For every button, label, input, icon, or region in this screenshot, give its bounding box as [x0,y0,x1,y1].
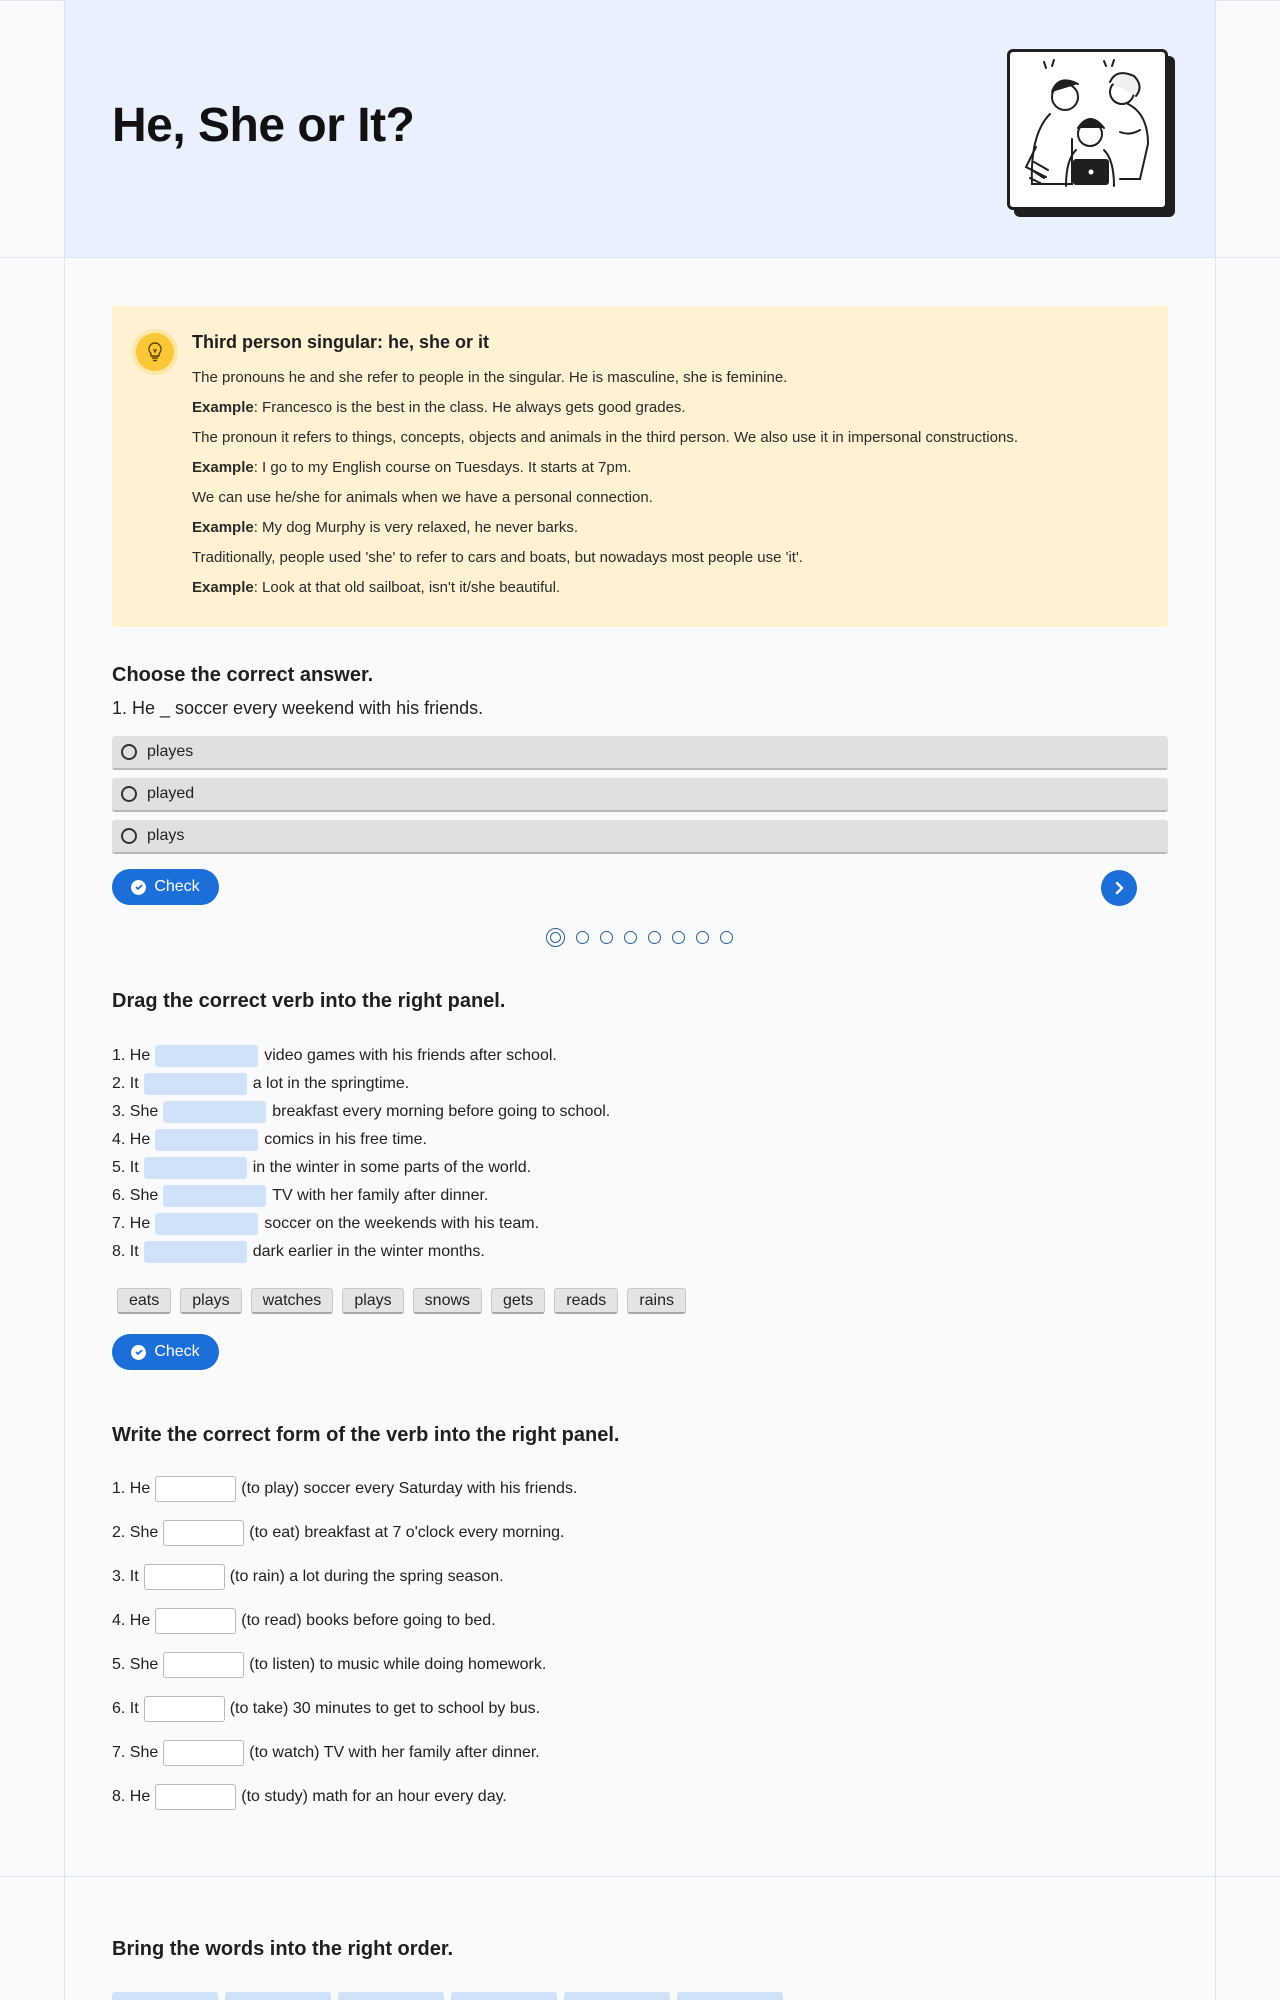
option-label: plays [147,827,185,844]
example-text: : I go to my English course on Tuesdays. It starts at 7pm. [253,459,632,476]
verb-chip[interactable]: gets [491,1288,545,1314]
check-circle-icon [131,1345,146,1360]
drag-sentence [112,1156,531,1180]
drag-check-button[interactable] [112,1334,219,1370]
info-line: Traditionally, people used 'she' to refer to cars and boats, but nowadays most people use 'it'. [192,549,803,566]
write-sentence [112,1651,546,1679]
info-example [192,393,1142,423]
pagination-dot-4[interactable] [624,931,637,944]
sentence-start: 6. She [112,1187,159,1204]
sentence-start: 5. It [112,1159,139,1176]
verb-input[interactable] [155,1476,236,1502]
sentence-start: 5. She [112,1656,159,1673]
sentence-end: soccer on the weekends with his team. [264,1215,540,1232]
sentence-start: 6. It [112,1700,139,1717]
verb-input[interactable] [163,1520,244,1546]
verb-input[interactable] [144,1564,225,1590]
word-chip[interactable] [564,1992,670,2000]
write-sentence [112,1563,504,1591]
header-divider [0,257,1280,258]
info-line: The pronouns he and she refer to people in the singular. He is masculine, she is feminine. [192,369,788,386]
sentence-end: (to watch) TV with her family after dinner. [249,1744,540,1761]
verb-chip[interactable]: plays [180,1288,241,1314]
example-label: Example [192,399,254,416]
drag-sentence [112,1072,409,1096]
info-line: The pronoun it refers to things, concepts, objects and animals in the third person. We also use it in impersonal constructions. [192,429,1018,446]
verb-input[interactable] [163,1652,244,1678]
sentence-end: (to take) 30 minutes to get to school by bus. [229,1700,541,1717]
radio-button[interactable] [121,786,137,802]
answer-option[interactable] [112,820,1168,854]
drop-slot[interactable] [144,1073,247,1095]
info-content [192,332,1142,603]
answer-option[interactable] [112,778,1168,812]
verb-chip[interactable]: rains [627,1288,686,1314]
info-example [192,513,1142,543]
answer-option[interactable] [112,736,1168,770]
pagination-dot-1[interactable] [546,928,565,947]
sentence-start: 8. He [112,1788,151,1805]
info-example [192,573,1142,603]
write-sentence [112,1695,540,1723]
drag-sentence [112,1128,427,1152]
sentence-end: (to play) soccer every Saturday with his friends. [241,1480,578,1497]
quiz-check-button[interactable] [112,869,219,905]
frame-left-line [64,0,65,2000]
verb-chip[interactable]: watches [251,1288,334,1314]
sentence-end: in the winter in some parts of the world. [252,1159,532,1176]
example-label: Example [192,519,254,536]
sentence-start: 2. It [112,1075,139,1092]
sentence-end: breakfast every morning before going to school. [272,1103,611,1120]
sentence-start: 4. He [112,1612,151,1629]
sentence-start: 1. He [112,1047,151,1064]
drag-title: Drag the correct verb into the right panel. [112,990,506,1012]
lightbulb-icon [136,333,174,371]
check-label: Check [154,878,200,895]
verb-chip[interactable]: snows [413,1288,482,1314]
drop-slot[interactable] [155,1045,258,1067]
sentence-start: 7. He [112,1215,151,1232]
drag-sentence [112,1100,610,1124]
verb-input[interactable] [163,1740,244,1766]
sentence-end: (to read) books before going to bed. [241,1612,496,1629]
verb-chip[interactable]: plays [342,1288,403,1314]
word-chip[interactable] [451,1992,557,2000]
radio-button[interactable] [121,828,137,844]
example-text: : Look at that old sailboat, isn't it/she beautiful. [253,579,561,596]
pagination-dot-2[interactable] [576,931,589,944]
frame-right-line [1215,0,1216,2000]
drop-slot[interactable] [144,1241,247,1263]
pagination-dot-6[interactable] [672,931,685,944]
verb-chip[interactable]: reads [554,1288,618,1314]
write-sentence [112,1475,577,1503]
quiz-question: 1. He _ soccer every weekend with his friends. [112,698,484,718]
pagination-dot-8[interactable] [720,931,733,944]
word-chip[interactable] [112,1992,218,2000]
people-with-laptop-icon [1007,49,1168,210]
word-chip[interactable] [677,1992,783,2000]
pagination-dot-7[interactable] [696,931,709,944]
radio-button[interactable] [121,744,137,760]
drop-slot[interactable] [163,1185,266,1207]
drop-slot[interactable] [155,1213,258,1235]
write-sentence [112,1519,564,1547]
pagination-dot-5[interactable] [648,931,661,944]
question-pagination [546,928,733,947]
write-sentence [112,1607,496,1635]
info-example [192,453,1142,483]
write-sentence [112,1783,507,1811]
chevron-right-icon [1112,881,1126,895]
sentence-start: 3. It [112,1568,139,1585]
word-chip[interactable] [338,1992,444,2000]
example-text: : My dog Murphy is very relaxed, he never barks. [253,519,579,536]
sentence-end: video games with his friends after school. [264,1047,557,1064]
order-title: Bring the words into the right order. [112,1938,454,1960]
sentence-end: (to study) math for an hour every day. [241,1788,507,1805]
sentence-start: 7. She [112,1744,159,1761]
sentence-start: 4. He [112,1131,151,1148]
drop-slot[interactable] [144,1157,247,1179]
verb-input[interactable] [155,1608,236,1634]
sentence-end: a lot in the springtime. [252,1075,410,1092]
drag-sentence [112,1212,539,1236]
option-label: playes [147,743,194,760]
write-title: Write the correct form of the verb into the right panel. [112,1424,620,1446]
sentence-end: TV with her family after dinner. [272,1187,489,1204]
verb-input[interactable] [144,1696,225,1722]
pagination-dot-3[interactable] [600,931,613,944]
drag-sentence [112,1184,488,1208]
sentence-end: dark earlier in the winter months. [252,1243,485,1260]
sentence-end: (to listen) to music while doing homework. [249,1656,547,1673]
option-label: played [147,785,195,802]
check-label: Check [154,1343,200,1360]
info-line: We can use he/she for animals when we have a personal connection. [192,489,653,506]
example-text: : Francesco is the best in the class. He always gets good grades. [253,399,686,416]
drag-sentence [112,1240,485,1264]
section-divider [0,1876,1280,1877]
next-question-button[interactable] [1101,870,1137,906]
sentence-end: (to eat) breakfast at 7 o'clock every morning. [249,1524,565,1541]
check-circle-icon [131,880,146,895]
drop-slot[interactable] [163,1101,266,1123]
verb-chip-bank [117,1288,686,1314]
sentence-start: 2. She [112,1524,159,1541]
sentence-start: 8. It [112,1243,139,1260]
example-label: Example [192,579,254,596]
write-sentence [112,1739,540,1767]
quiz-title: Choose the correct answer. [112,664,374,686]
verb-chip[interactable]: eats [117,1288,171,1314]
info-title: Third person singular: he, she or it [192,332,490,352]
example-label: Example [192,459,254,476]
word-chip[interactable] [225,1992,331,2000]
drop-slot[interactable] [155,1129,258,1151]
drag-sentence [112,1044,557,1068]
page-title: He, She or It? [112,99,415,152]
word-chip-bank [112,1992,783,2000]
sentence-end: (to rain) a lot during the spring season. [229,1568,504,1585]
sentence-start: 3. She [112,1103,159,1120]
grammar-info-box [112,306,1168,627]
sentence-end: comics in his free time. [264,1131,427,1148]
verb-input[interactable] [155,1784,236,1810]
sentence-start: 1. He [112,1480,151,1497]
